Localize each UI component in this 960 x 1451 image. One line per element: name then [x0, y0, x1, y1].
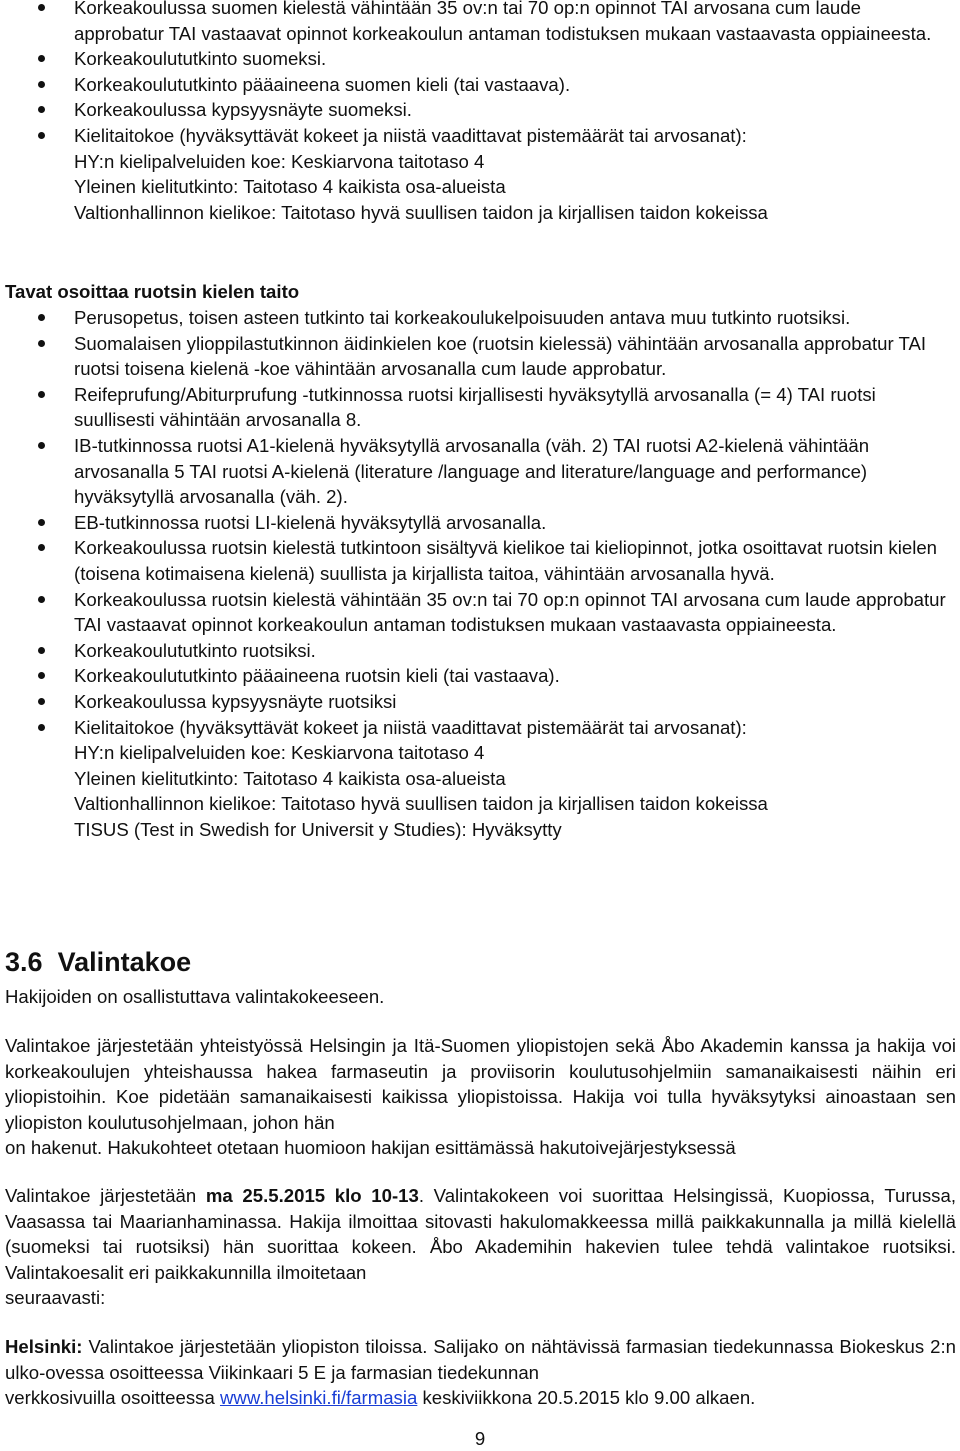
bullet-icon [38, 698, 45, 705]
bullet-icon [38, 132, 45, 139]
list-item: IB-tutkinnossa ruotsi A1-kielenä hyväksytyllä arvosanalla (väh. 2) TAI ruotsi A2-kielenä vähintään arvosanalla 5 TAI ruotsi A-kielenä (literature /language and literature/language and performance) hyväksytyllä arvosanalla (väh. 2). [0, 433, 955, 510]
list-item: Korkeakoulututkinto pääaineena suomen kieli (tai vastaava). [0, 72, 950, 98]
bullet-icon [38, 55, 45, 62]
list-item: Korkeakoulussa ruotsin kielestä vähintään 35 ov:n tai 70 op:n opinnot TAI arvosana cum laude approbatur TAI vastaavat opinnot korkeakoulun antaman todistuksen mukaan vastaavasta oppiaineesta. [0, 587, 955, 638]
paragraph: Valintakoe järjestetään ma 25.5.2015 klo 10-13. Valintakokeen voi suorittaa Helsingissä, Kuopiossa, Turussa, Vaasassa tai Maarianhaminassa. Hakija ilmoittaa sitovasti hakulomakkeessa millä paikkakunnalla ja millä kielellä (suomeksi tai ruotsiksi) hän suorittaa kokeen. Åbo Akademihin hakevien tulee tehdä valintakoe ruotsiksi. Valintakoesalit eri paikkakunnilla ilmoitetaan seuraavasti: [5, 1185, 956, 1309]
bullet-icon [38, 81, 45, 88]
list-item: Korkeakoulututkinto pääaineena ruotsin kieli (tai vastaava). [0, 663, 955, 689]
swedish-requirements-list [0, 305, 955, 842]
page-number: 9 [474, 1428, 486, 1449]
list-item: Korkeakoulussa suomen kielestä vähintään 35 ov:n tai 70 op:n opinnot TAI arvosana cum laude approbatur TAI vastaavat opinnot korkeakoulun antaman todistuksen mukaan vastaavasta oppiaineesta. [0, 0, 950, 46]
bullet-icon [38, 391, 45, 398]
section-heading [5, 945, 191, 979]
bullet-icon [38, 4, 45, 11]
list-item: Suomalaisen ylioppilastutkinnon äidinkielen koe (ruotsin kielessä) vähintään arvosanalla approbatur TAI ruotsi toisena kielenä -koe vähintään arvosanalla cum laude approbatur. [0, 331, 955, 382]
bullet-icon [38, 340, 45, 347]
section-title: Valintakoe [57, 947, 192, 977]
subsection-heading: Tavat osoittaa ruotsin kielen taito [5, 281, 300, 302]
bullet-icon [38, 724, 45, 731]
section-number: 3.6 [5, 947, 43, 977]
city-label: Helsinki: [5, 1336, 83, 1357]
bullet-icon [38, 544, 45, 551]
bullet-icon [38, 314, 45, 321]
bullet-icon [38, 672, 45, 679]
paragraph: Helsinki: Valintakoe järjestetään yliopiston tiloissa. Salijako on nähtävissä farmasian tiedekunnassa Biokeskus 2:n ulko-ovessa osoitteessa Viikinkaari 5 E ja farmasian tiedekunnan verkkosivuilla osoitteessa www.helsinki.fi/farmasia keskiviikkona 20.5.2015 klo 9.00 alkaen. [5, 1336, 956, 1409]
exam-date: ma 25.5.2015 klo 10-13 [205, 1185, 419, 1206]
list-item: Korkeakoulussa kypsyysnäyte suomeksi. [0, 97, 950, 123]
bullet-icon [38, 596, 45, 603]
list-item: EB-tutkinnossa ruotsi LI-kielenä hyväksytyllä arvosanalla. [0, 510, 955, 536]
list-item: Reifeprufung/Abiturprufung -tutkinnossa ruotsi kirjallisesti hyväksytyllä arvosanalla (= 4) TAI ruotsi suullisesti vähintään arvosanalla 8. [0, 382, 955, 433]
list-item: Korkeakoulututkinto suomeksi. [0, 46, 950, 72]
list-item: Korkeakoulussa ruotsin kielestä tutkintoon sisältyvä kielikoe tai kieliopinnot, jotka osoittavat ruotsin kielen (toisena kotimaisena kielenä) suullista ja kirjallista taitoa, vähintään arvosanalla hyvä. [0, 535, 955, 586]
finnish-requirements-list [0, 0, 950, 225]
section-intro: Hakijoiden on osallistuttava valintakokeeseen. [5, 986, 385, 1007]
bullet-icon [38, 519, 45, 526]
bullet-icon [38, 106, 45, 113]
list-item: Kielitaitokoe (hyväksyttävät kokeet ja niistä vaadittavat pistemäärät tai arvosanat): HY:n kielipalveluiden koe: Keskiarvona taitotaso 4 Yleinen kielitutkinto: Taitotaso 4 kaikista osa-alueista Valtionhallinnon kielikoe: Taitotaso hyvä suullisen taidon ja kirjallisen taidon kokeissa [0, 123, 950, 225]
list-item: Perusopetus, toisen asteen tutkinto tai korkeakoulukelpoisuuden antava muu tutkinto ruotsiksi. [0, 305, 955, 331]
bullet-icon [38, 442, 45, 449]
list-item: Korkeakoulututkinto ruotsiksi. [0, 638, 955, 664]
list-item: Kielitaitokoe (hyväksyttävät kokeet ja niistä vaadittavat pistemäärät tai arvosanat): HY:n kielipalveluiden koe: Keskiarvona taitotaso 4 Yleinen kielitutkinto: Taitotaso 4 kaikista osa-alueista Valtionhallinnon kielikoe: Taitotaso hyvä suullisen taidon ja kirjallisen taidon kokeissa TISUS (Test in Swedish for Universit y Studies): Hyväksytty [0, 715, 955, 843]
bullet-icon [38, 647, 45, 654]
paragraph: Valintakoe järjestetään yhteistyössä Helsingin ja Itä-Suomen yliopistojen sekä Åbo Akademin kanssa ja hakija voi korkeakoulujen yhteishaussa hakea farmaseutin ja proviisorin koulutusohjelmiin samanaikaisesti näihin eri yliopistoihin. Koe pidetään samanaikaisesti kaikissa yliopistoissa. Hakija voi tulla hyväksytyksi ainoastaan sen yliopiston koulutusohjelmaan, johon hän on hakenut. Hakukohteet otetaan huomioon hakijan esittämässä hakutoivejärjestyksessä [5, 1035, 956, 1159]
farmasia-link[interactable]: www.helsinki.fi/farmasia [219, 1387, 418, 1409]
list-item: Korkeakoulussa kypsyysnäyte ruotsiksi [0, 689, 955, 715]
